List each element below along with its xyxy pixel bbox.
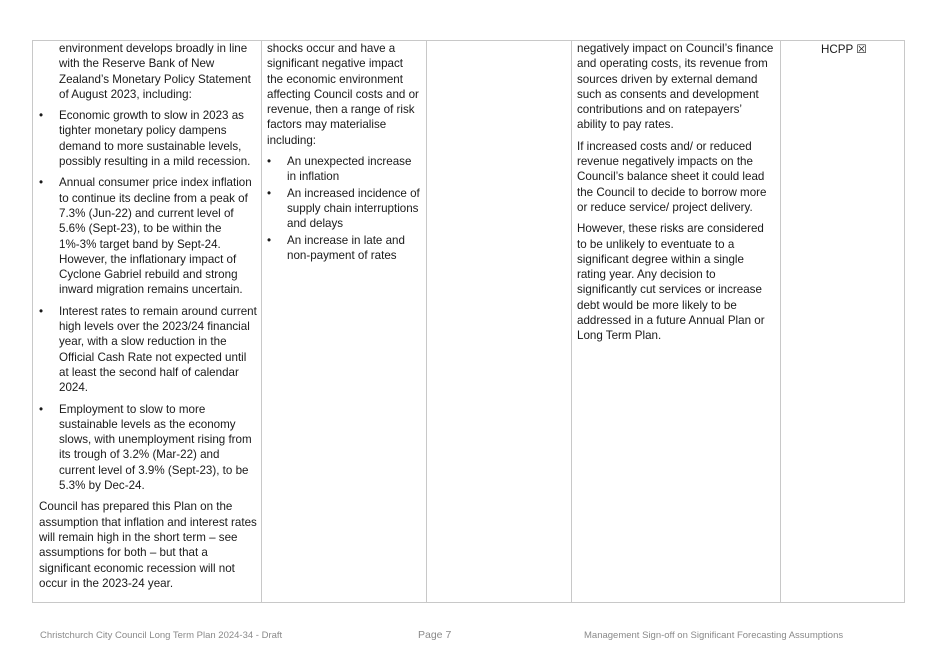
bullet-icon: • [267, 186, 272, 200]
bullet-icon: • [39, 176, 44, 190]
assumption-bullet-item [39, 402, 257, 494]
bullet-icon: • [39, 402, 44, 416]
assumption-bullet-item [39, 175, 257, 297]
footer-section-title: Management Sign-off on Significant Forecasting Assumptions [584, 630, 844, 641]
risk-bullet-item [267, 186, 420, 232]
footer-page-number: Page 7 [418, 629, 452, 641]
risk-bullet-list [267, 154, 420, 263]
bullet-icon: • [267, 233, 272, 247]
bullet-text: Annual consumer price index inflation to continue its decline from a peak of 7.3% (Jun-22) and current level of 5.6% (Sept-23), to be within the 1%-3% target band by Sept-24. However, the inflationary impact of Cyclone Gabriel rebuild and strong inward migration remains uncertain. [59, 176, 252, 297]
level-column [427, 41, 572, 602]
impact-paragraph: However, these risks are considered to be unlikely to eventuate to a significant degree within a single rating year. Any decision to significantly cut services or increase debt would be more likely to be addressed in a future Annual Plan or Long Term Plan. [577, 222, 765, 343]
bullet-text: Employment to slow to more sustainable levels as the economy slows, with unemployment rising from its trough of 3.2% (Mar-22) and current level of 3.9% (Sept-23), to be 5.3% by Dec-24. [59, 402, 252, 493]
signoff-checkbox-label: HCPP ☒ [821, 43, 867, 56]
risk-bullet-item [267, 154, 420, 185]
bullet-text: An increased incidence of supply chain interruptions and delays [287, 186, 420, 231]
assumptions-table [32, 40, 905, 603]
assumption-column [33, 41, 262, 602]
bullet-text: An unexpected increase in inflation [287, 155, 412, 184]
assumption-closing: Council has prepared this Plan on the assumption that inflation and interest rates will remain high in the short term – see assumptions for both – but that a significant economic recession will not occur in the 2023-24 year. [39, 500, 257, 590]
risk-cell [262, 41, 426, 263]
assumption-bullet-list [39, 108, 257, 493]
risk-column [262, 41, 427, 602]
assumption-cell [33, 41, 261, 591]
bullet-text: Interest rates to remain around current high levels over the 2023/24 financial year, with a slow reduction in the Official Cash Rate not expected until at least the second half of calendar 2024. [59, 304, 257, 395]
risk-bullet-item [267, 233, 420, 264]
impact-column [572, 41, 781, 602]
impact-paragraph: If increased costs and/ or reduced revenue negatively impacts on the Council’s balance sheet it could lead the Council to decide to borrow more or reduce service/ project delivery. [577, 139, 767, 214]
assumption-bullet-item [39, 108, 257, 169]
impact-paragraph: negatively impact on Council’s finance and operating costs, its revenue from sources driven by external demand such as consents and development contributions and on ratepayers’ ability to pay rates. [577, 42, 774, 132]
assumption-lead-in: environment develops broadly in line with the Reserve Bank of New Zealand’s Monetary Policy Statement of August 2023, including: [59, 42, 251, 101]
assumption-bullet-item [39, 304, 257, 396]
footer-document-title: Christchurch City Council Long Term Plan 2024-34 - Draft [40, 630, 283, 641]
signoff-cell [781, 41, 906, 57]
bullet-icon: • [39, 304, 44, 318]
bullet-icon: • [267, 155, 272, 169]
bullet-text: Economic growth to slow in 2023 as tighter monetary policy dampens demand to more sustainable levels, possibly resulting in a mild recession. [59, 109, 251, 169]
bullet-text: An increase in late and non-payment of rates [287, 233, 405, 262]
signoff-column [781, 41, 906, 602]
bullet-icon: • [39, 109, 44, 123]
risk-lead-in: shocks occur and have a significant negative impact the economic environment affecting Council costs and or revenue, then a range of risk factors may materialise including: [267, 42, 419, 147]
impact-cell [572, 41, 780, 344]
